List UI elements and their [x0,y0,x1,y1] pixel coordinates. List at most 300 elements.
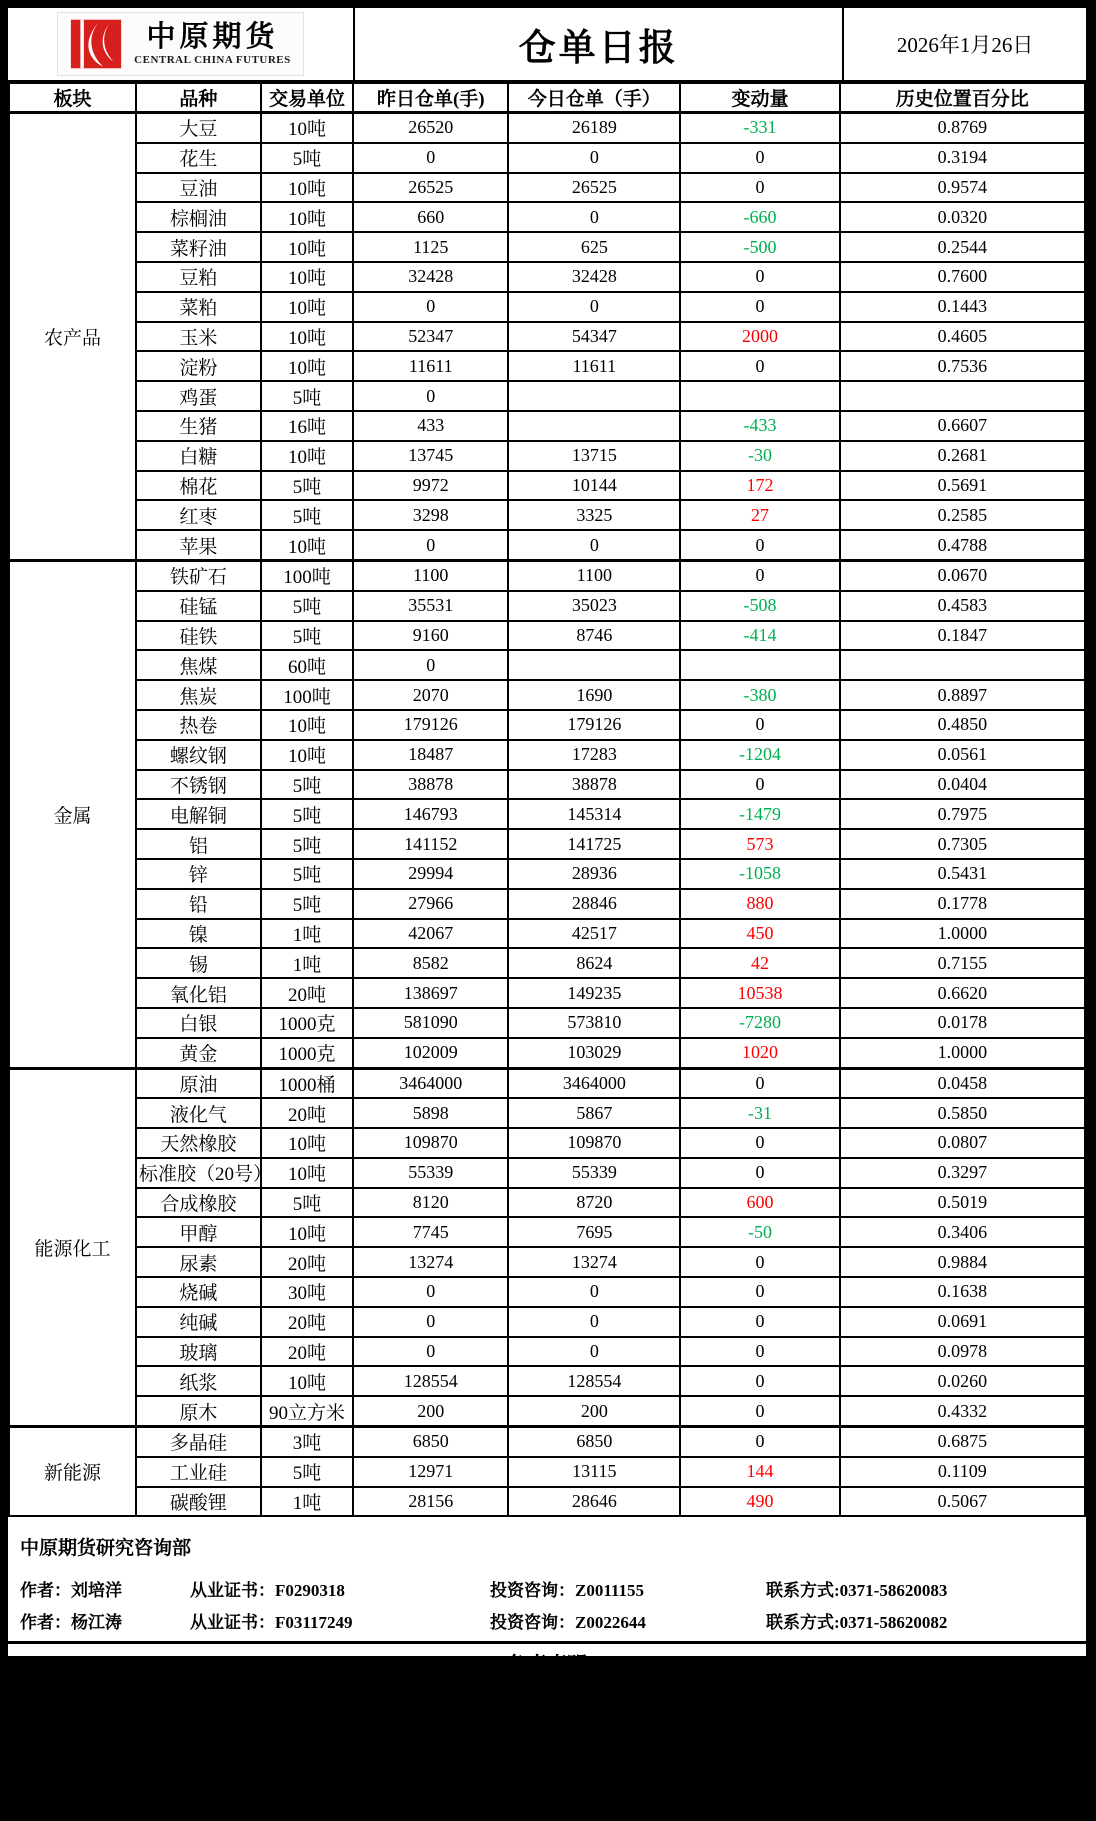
yesterday-receipts-cell: 13745 [353,441,508,471]
yesterday-receipts-cell: 8120 [353,1188,508,1218]
variety-cell: 红枣 [136,500,261,530]
change-cell: 0 [680,1366,839,1396]
change-cell: 0 [680,560,839,590]
unit-cell: 10吨 [261,441,354,471]
unit-cell: 1000克 [261,1008,354,1038]
percent-cell: 0.6875 [840,1427,1085,1457]
today-receipts-cell: 0 [508,143,680,173]
section-label: 能源化工 [9,1068,136,1427]
unit-cell: 5吨 [261,1457,354,1487]
variety-cell: 白银 [136,1008,261,1038]
yesterday-receipts-cell: 0 [353,650,508,680]
unit-cell: 20吨 [261,1307,354,1337]
yesterday-receipts-cell: 200 [353,1396,508,1426]
change-cell: -31 [680,1098,839,1128]
percent-cell: 0.0260 [840,1366,1085,1396]
table-row [9,1277,1085,1307]
today-receipts-cell: 0 [508,292,680,322]
yesterday-receipts-cell: 38878 [353,770,508,800]
today-receipts-cell: 11611 [508,351,680,381]
unit-cell: 100吨 [261,560,354,590]
table-body [9,113,1085,1517]
table-row [9,650,1085,680]
change-cell: -414 [680,621,839,651]
today-receipts-cell: 8720 [508,1188,680,1218]
table-row [9,1487,1085,1517]
variety-cell: 铁矿石 [136,560,261,590]
variety-cell: 焦炭 [136,680,261,710]
percent-cell: 0.0404 [840,770,1085,800]
logo-text [134,22,291,66]
table-row [9,1366,1085,1396]
variety-cell: 原油 [136,1068,261,1098]
change-cell: 0 [680,1158,839,1188]
variety-cell: 鸡蛋 [136,381,261,411]
today-receipts-cell: 109870 [508,1128,680,1158]
change-cell: -508 [680,591,839,621]
table-row [9,500,1085,530]
percent-cell: 0.2585 [840,500,1085,530]
variety-cell: 天然橡胶 [136,1128,261,1158]
table-row [9,202,1085,232]
author-advisory: 投资咨询：Z0011155 [490,1581,644,1601]
today-receipts-cell: 35023 [508,591,680,621]
table-row [9,530,1085,560]
table-row [9,1427,1085,1457]
variety-cell: 甲醇 [136,1217,261,1247]
variety-cell: 棕榈油 [136,202,261,232]
percent-cell: 0.3406 [840,1217,1085,1247]
yesterday-receipts-cell: 0 [353,1337,508,1367]
variety-cell: 原木 [136,1396,261,1426]
today-receipts-cell: 103029 [508,1038,680,1068]
percent-cell: 0.4583 [840,591,1085,621]
table-row [9,411,1085,441]
variety-cell: 淀粉 [136,351,261,381]
yesterday-receipts-cell: 433 [353,411,508,441]
percent-cell: 0.7536 [840,351,1085,381]
table-row [9,322,1085,352]
yesterday-receipts-cell: 11611 [353,351,508,381]
percent-cell: 0.0178 [840,1008,1085,1038]
today-receipts-cell: 0 [508,202,680,232]
variety-cell: 电解铜 [136,799,261,829]
variety-cell: 铝 [136,829,261,859]
today-receipts-cell: 0 [508,1337,680,1367]
yesterday-receipts-cell: 0 [353,292,508,322]
change-cell: 0 [680,351,839,381]
yesterday-receipts-cell: 1125 [353,232,508,262]
unit-cell: 10吨 [261,710,354,740]
table-row [9,1217,1085,1247]
report-page [8,8,1086,1798]
yesterday-receipts-cell: 52347 [353,322,508,352]
unit-cell: 5吨 [261,500,354,530]
percent-cell: 0.0807 [840,1128,1085,1158]
author-line [20,1608,1074,1633]
unit-cell: 16吨 [261,411,354,441]
today-receipts-cell: 141725 [508,829,680,859]
unit-cell: 10吨 [261,1366,354,1396]
yesterday-receipts-cell: 660 [353,202,508,232]
table-row [9,591,1085,621]
unit-cell: 10吨 [261,262,354,292]
variety-cell: 螺纹钢 [136,740,261,770]
unit-cell: 1吨 [261,919,354,949]
yesterday-receipts-cell: 8582 [353,948,508,978]
percent-cell: 0.0978 [840,1337,1085,1367]
table-row [9,621,1085,651]
today-receipts-cell: 3325 [508,500,680,530]
table-row [9,889,1085,919]
percent-cell: 0.8769 [840,113,1085,143]
today-receipts-cell: 179126 [508,710,680,740]
yesterday-receipts-cell: 2070 [353,680,508,710]
unit-cell: 20吨 [261,1337,354,1367]
yesterday-receipts-cell: 55339 [353,1158,508,1188]
col-header-change: 变动量 [680,83,839,113]
yesterday-receipts-cell: 12971 [353,1457,508,1487]
yesterday-receipts-cell: 0 [353,1307,508,1337]
yesterday-receipts-cell: 1100 [353,560,508,590]
today-receipts-cell: 17283 [508,740,680,770]
yesterday-receipts-cell: 26525 [353,173,508,203]
table-row [9,560,1085,590]
yesterday-receipts-cell: 0 [353,1277,508,1307]
col-header-yesterday: 昨日仓单(手) [353,83,508,113]
author-contact: 联系方式:0371-58620083 [766,1581,948,1601]
today-receipts-cell: 54347 [508,322,680,352]
percent-cell: 0.9884 [840,1247,1085,1277]
change-cell: 0 [680,262,839,292]
yesterday-receipts-cell: 102009 [353,1038,508,1068]
yesterday-receipts-cell: 28156 [353,1487,508,1517]
yesterday-receipts-cell: 0 [353,143,508,173]
today-receipts-cell: 28646 [508,1487,680,1517]
yesterday-receipts-cell: 42067 [353,919,508,949]
change-cell: 0 [680,1068,839,1098]
yesterday-receipts-cell: 29994 [353,859,508,889]
yesterday-receipts-cell: 3464000 [353,1068,508,1098]
percent-cell: 0.4605 [840,322,1085,352]
report-date: 2026年1月26日 [896,33,1034,57]
percent-cell [840,650,1085,680]
variety-cell: 菜籽油 [136,232,261,262]
today-receipts-cell: 0 [508,530,680,560]
unit-cell: 1吨 [261,948,354,978]
unit-cell: 1000克 [261,1038,354,1068]
variety-cell: 焦煤 [136,650,261,680]
yesterday-receipts-cell: 26520 [353,113,508,143]
yesterday-receipts-cell: 146793 [353,799,508,829]
company-logo-icon [70,18,122,70]
table-row [9,292,1085,322]
table-row [9,1098,1085,1128]
change-cell: 0 [680,1277,839,1307]
logo-name-en: CENTRAL CHINA FUTURES [134,53,291,66]
yesterday-receipts-cell: 141152 [353,829,508,859]
table-row [9,1038,1085,1068]
today-receipts-cell [508,381,680,411]
change-cell: 0 [680,1128,839,1158]
today-receipts-cell: 13274 [508,1247,680,1277]
yesterday-receipts-cell: 0 [353,381,508,411]
today-receipts-cell: 42517 [508,919,680,949]
variety-cell: 合成橡胶 [136,1188,261,1218]
change-cell: 42 [680,948,839,978]
percent-cell: 0.1638 [840,1277,1085,1307]
yesterday-receipts-cell: 18487 [353,740,508,770]
table-row [9,1128,1085,1158]
percent-cell: 0.0561 [840,740,1085,770]
today-receipts-cell: 28936 [508,859,680,889]
percent-cell: 0.5067 [840,1487,1085,1517]
today-receipts-cell: 38878 [508,770,680,800]
unit-cell: 5吨 [261,621,354,651]
change-cell: -1058 [680,859,839,889]
percent-cell: 1.0000 [840,919,1085,949]
unit-cell: 1000桶 [261,1068,354,1098]
variety-cell: 大豆 [136,113,261,143]
disclaimer-title: 免责声明 [8,1641,1086,1684]
percent-cell [840,381,1085,411]
today-receipts-cell: 10144 [508,471,680,501]
percent-cell: 0.7155 [840,948,1085,978]
change-cell: -331 [680,113,839,143]
col-header-variety: 品种 [136,83,261,113]
change-cell: 0 [680,530,839,560]
yesterday-receipts-cell: 128554 [353,1366,508,1396]
col-header-unit: 交易单位 [261,83,354,113]
table-row [9,770,1085,800]
unit-cell: 5吨 [261,859,354,889]
today-receipts-cell: 6850 [508,1427,680,1457]
table-row [9,1188,1085,1218]
yesterday-receipts-cell: 9972 [353,471,508,501]
variety-cell: 纸浆 [136,1366,261,1396]
variety-cell: 镍 [136,919,261,949]
unit-cell: 90立方米 [261,1396,354,1426]
percent-cell: 0.5431 [840,859,1085,889]
change-cell: 0 [680,770,839,800]
table-row [9,381,1085,411]
variety-cell: 工业硅 [136,1457,261,1487]
today-receipts-cell: 1690 [508,680,680,710]
yesterday-receipts-cell: 179126 [353,710,508,740]
unit-cell: 5吨 [261,829,354,859]
today-receipts-cell: 8624 [508,948,680,978]
unit-cell: 3吨 [261,1427,354,1457]
variety-cell: 铅 [136,889,261,919]
today-receipts-cell: 149235 [508,978,680,1008]
unit-cell: 10吨 [261,1128,354,1158]
percent-cell: 0.8897 [840,680,1085,710]
change-cell: 880 [680,889,839,919]
today-receipts-cell [508,411,680,441]
col-header-today: 今日仓单（手） [508,83,680,113]
percent-cell: 0.1778 [840,889,1085,919]
variety-cell: 豆粕 [136,262,261,292]
unit-cell: 10吨 [261,292,354,322]
yesterday-receipts-cell: 138697 [353,978,508,1008]
table-row [9,1158,1085,1188]
variety-cell: 苹果 [136,530,261,560]
yesterday-receipts-cell: 0 [353,530,508,560]
variety-cell: 豆油 [136,173,261,203]
percent-cell: 0.1109 [840,1457,1085,1487]
change-cell: 27 [680,500,839,530]
change-cell: 0 [680,1307,839,1337]
unit-cell: 10吨 [261,232,354,262]
unit-cell: 10吨 [261,740,354,770]
change-cell: 10538 [680,978,839,1008]
author-contact: 联系方式:0371-58620082 [766,1613,948,1633]
change-cell: -500 [680,232,839,262]
percent-cell: 0.5019 [840,1188,1085,1218]
table-row [9,1337,1085,1367]
table-row [9,740,1085,770]
change-cell: 0 [680,710,839,740]
table-header-row [9,83,1085,113]
unit-cell: 5吨 [261,471,354,501]
variety-cell: 纯碱 [136,1307,261,1337]
yesterday-receipts-cell: 7745 [353,1217,508,1247]
variety-cell: 玉米 [136,322,261,352]
table-row [9,232,1085,262]
unit-cell: 60吨 [261,650,354,680]
percent-cell: 0.2544 [840,232,1085,262]
unit-cell: 5吨 [261,143,354,173]
today-receipts-cell: 625 [508,232,680,262]
table-row [9,351,1085,381]
unit-cell: 5吨 [261,381,354,411]
report-title: 仓单日报 [355,8,844,80]
variety-cell: 多晶硅 [136,1427,261,1457]
variety-cell: 碳酸锂 [136,1487,261,1517]
percent-cell: 0.3194 [840,143,1085,173]
change-cell: 573 [680,829,839,859]
percent-cell: 0.4850 [840,710,1085,740]
variety-cell: 锡 [136,948,261,978]
unit-cell: 5吨 [261,799,354,829]
yesterday-receipts-cell: 27966 [353,889,508,919]
table-row [9,1068,1085,1098]
change-cell: 600 [680,1188,839,1218]
yesterday-receipts-cell: 3298 [353,500,508,530]
variety-cell: 黄金 [136,1038,261,1068]
unit-cell: 10吨 [261,322,354,352]
percent-cell: 0.2681 [840,441,1085,471]
unit-cell: 1吨 [261,1487,354,1517]
table-row [9,710,1085,740]
today-receipts-cell: 5867 [508,1098,680,1128]
table-row [9,1247,1085,1277]
table-row [9,1396,1085,1426]
logo-name-cn: 中原期货 [146,21,279,54]
today-receipts-cell: 8746 [508,621,680,651]
unit-cell: 20吨 [261,1247,354,1277]
logo-cell [8,8,355,80]
variety-cell: 尿素 [136,1247,261,1277]
variety-cell: 白糖 [136,441,261,471]
table-row [9,1457,1085,1487]
percent-cell: 0.3297 [840,1158,1085,1188]
today-receipts-cell: 26525 [508,173,680,203]
today-receipts-cell: 0 [508,1307,680,1337]
footer-info [8,1517,1086,1641]
percent-cell: 0.7600 [840,262,1085,292]
variety-cell: 标准胶（20号） [136,1158,261,1188]
change-cell: -7280 [680,1008,839,1038]
change-cell: 0 [680,1337,839,1367]
today-receipts-cell: 13715 [508,441,680,471]
unit-cell: 5吨 [261,1188,354,1218]
change-cell: 0 [680,292,839,322]
author-advisory: 投资咨询：Z0022644 [490,1613,646,1633]
percent-cell: 0.0691 [840,1307,1085,1337]
table-row [9,262,1085,292]
variety-cell: 热卷 [136,710,261,740]
table-row [9,173,1085,203]
yesterday-receipts-cell: 32428 [353,262,508,292]
table-row [9,919,1085,949]
change-cell: 0 [680,1247,839,1277]
change-cell: -1479 [680,799,839,829]
percent-cell: 0.1443 [840,292,1085,322]
today-receipts-cell: 28846 [508,889,680,919]
table-row [9,978,1085,1008]
today-receipts-cell [508,650,680,680]
table-row [9,143,1085,173]
col-header-sector: 板块 [9,83,136,113]
change-cell [680,650,839,680]
yesterday-receipts-cell: 35531 [353,591,508,621]
yesterday-receipts-cell: 9160 [353,621,508,651]
change-cell: -50 [680,1217,839,1247]
change-cell: 490 [680,1487,839,1517]
table-row [9,859,1085,889]
today-receipts-cell: 0 [508,1277,680,1307]
change-cell: -380 [680,680,839,710]
author-cert: 从业证书：F03117249 [190,1613,353,1633]
yesterday-receipts-cell: 6850 [353,1427,508,1457]
table-row [9,948,1085,978]
yesterday-receipts-cell: 13274 [353,1247,508,1277]
table-row [9,113,1085,143]
unit-cell: 10吨 [261,1217,354,1247]
unit-cell: 5吨 [261,591,354,621]
variety-cell: 棉花 [136,471,261,501]
change-cell: 2000 [680,322,839,352]
today-receipts-cell: 573810 [508,1008,680,1038]
percent-cell: 0.4788 [840,530,1085,560]
today-receipts-cell: 200 [508,1396,680,1426]
author-name: 作者：杨江涛 [20,1613,122,1633]
table-row [9,1307,1085,1337]
variety-cell: 不锈钢 [136,770,261,800]
section-label: 农产品 [9,113,136,561]
variety-cell: 花生 [136,143,261,173]
department-name: 中原期货研究咨询部 [20,1538,192,1560]
section-label: 金属 [9,560,136,1068]
report-header [8,8,1086,82]
section-label: 新能源 [9,1427,136,1517]
variety-cell: 生猪 [136,411,261,441]
variety-cell: 烧碱 [136,1277,261,1307]
unit-cell: 30吨 [261,1277,354,1307]
warehouse-receipt-table [8,82,1086,1517]
table-row [9,471,1085,501]
